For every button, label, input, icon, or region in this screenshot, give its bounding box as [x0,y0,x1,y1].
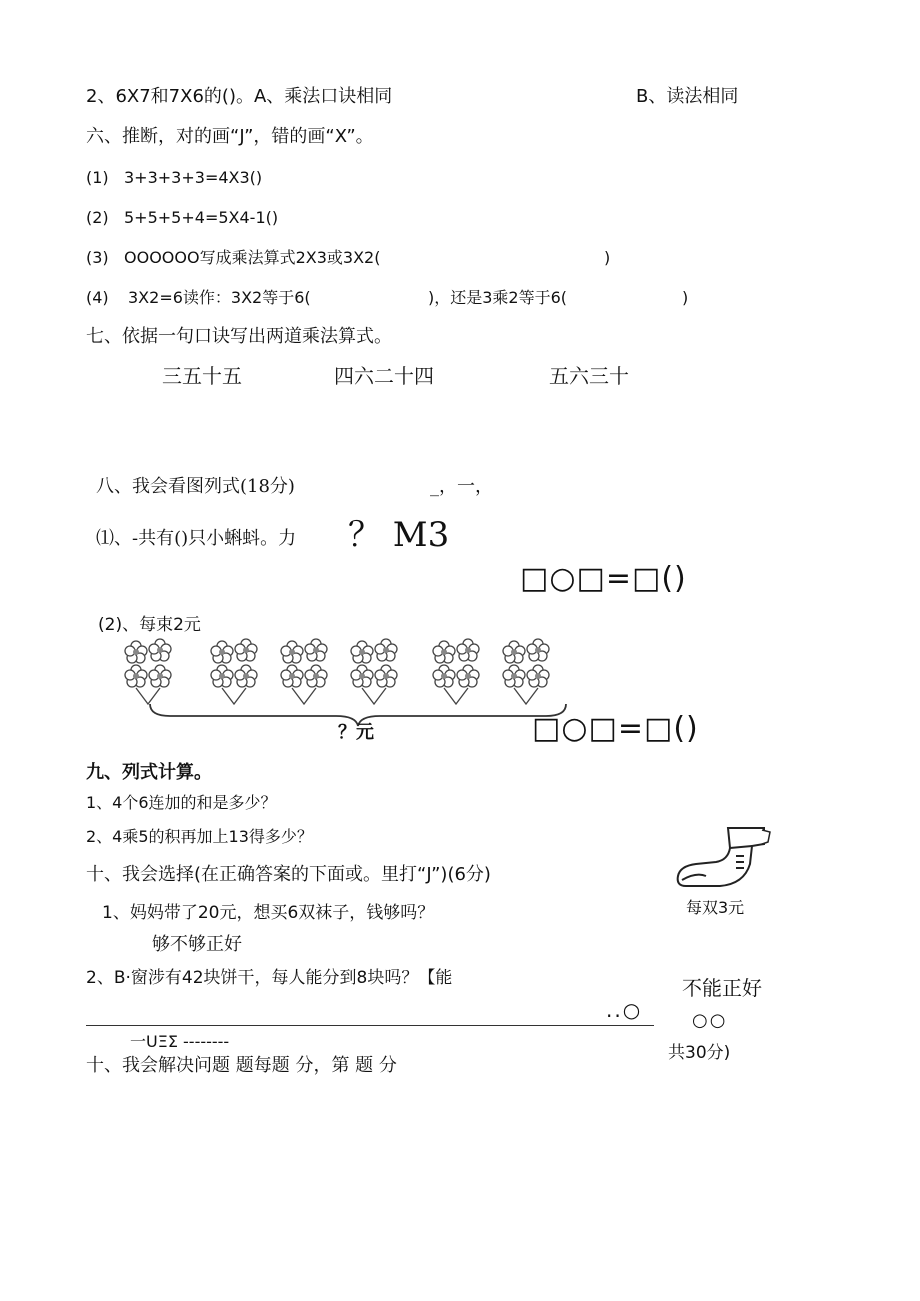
sock-icon [672,824,772,892]
q10-item2-options: 不能正好 [682,976,762,1000]
q6-item3: OOOOOO写成乘法算式2X3或3X2( [124,248,381,267]
q6-item2: 5+5+5+4=5X4-1() [124,208,279,227]
sock-caption: 每双3元 [686,898,745,917]
q6-title: 六、推断，对的画“J”，错的画“X”。 [86,126,374,147]
footer-mark: 一UΞΣ -------- [130,1032,230,1051]
q5-item2: 2、6X7和7X6的()。A、乘法口诀相同 [86,86,393,107]
q8-part1-big-text: ？ M3 [348,515,450,555]
q6-item1-num: (1) [86,168,109,187]
q9-item2: 2、4乘5的积再加上13得多少？ [86,827,313,846]
q7-phrase-3: 五六三十 [549,364,629,388]
q9-item1: 1、4个6连加的和是多少？ [86,793,277,812]
q9-title: 九、列式计算。 [86,762,212,783]
q7-title: 七、依据一句口诀写出两道乘法算式。 [86,326,392,347]
q7-phrase-2: 四六二十四 [334,364,434,388]
footer-score: 共30分) [668,1043,731,1063]
answer-circles: ○○ [692,1010,728,1031]
q8-part2-equation: □○□=□() [532,711,699,746]
brace-label: ？元 [338,722,374,743]
q8-title-tail: _，一， [430,476,493,497]
q10-item2: 2、B·窗涉有42块饼干，每人能分到8块吗？【能 [86,968,453,988]
q5-option-b: B、读法相同 [636,86,739,107]
q6-item4-mid: )，还是3乘2等于6( [428,288,568,307]
q6-item2-num: (2) [86,208,109,227]
q10-item1: 1、妈妈带了20元，想买6双袜子，钱够吗？ [102,903,435,923]
q8-part1-equation: □○□=□() [520,561,687,596]
q8-part1-text: ⑴、-共有()只小蝌蚪。力 [96,528,297,549]
q6-item3-close: ) [604,248,611,267]
q6-item4: 3X2=6读作：3X2等于6( [128,288,311,307]
q10-item1-options: 够不够正好 [152,934,242,955]
q6-item4-num: (4) [86,288,109,307]
q8-title: 八、我会看图列式(18分) [96,476,295,497]
q6-item1: 3+3+3+3=4X3() [124,168,263,187]
q6-item4-close: ) [682,288,689,307]
q10-title: 十、我会选择(在正确答案的下面或。里打“J”)(6分) [86,864,491,885]
answer-dots: ..○ [606,998,643,1022]
q7-phrase-1: 三五十五 [162,364,242,388]
q6-item3-num: (3) [86,248,109,267]
divider-line [86,1025,654,1026]
q8-part2-text: (2)、每束2元 [98,615,201,635]
cut-off-line: 十、我会解决问题 题每题 分，第 题 分 [86,1055,397,1076]
